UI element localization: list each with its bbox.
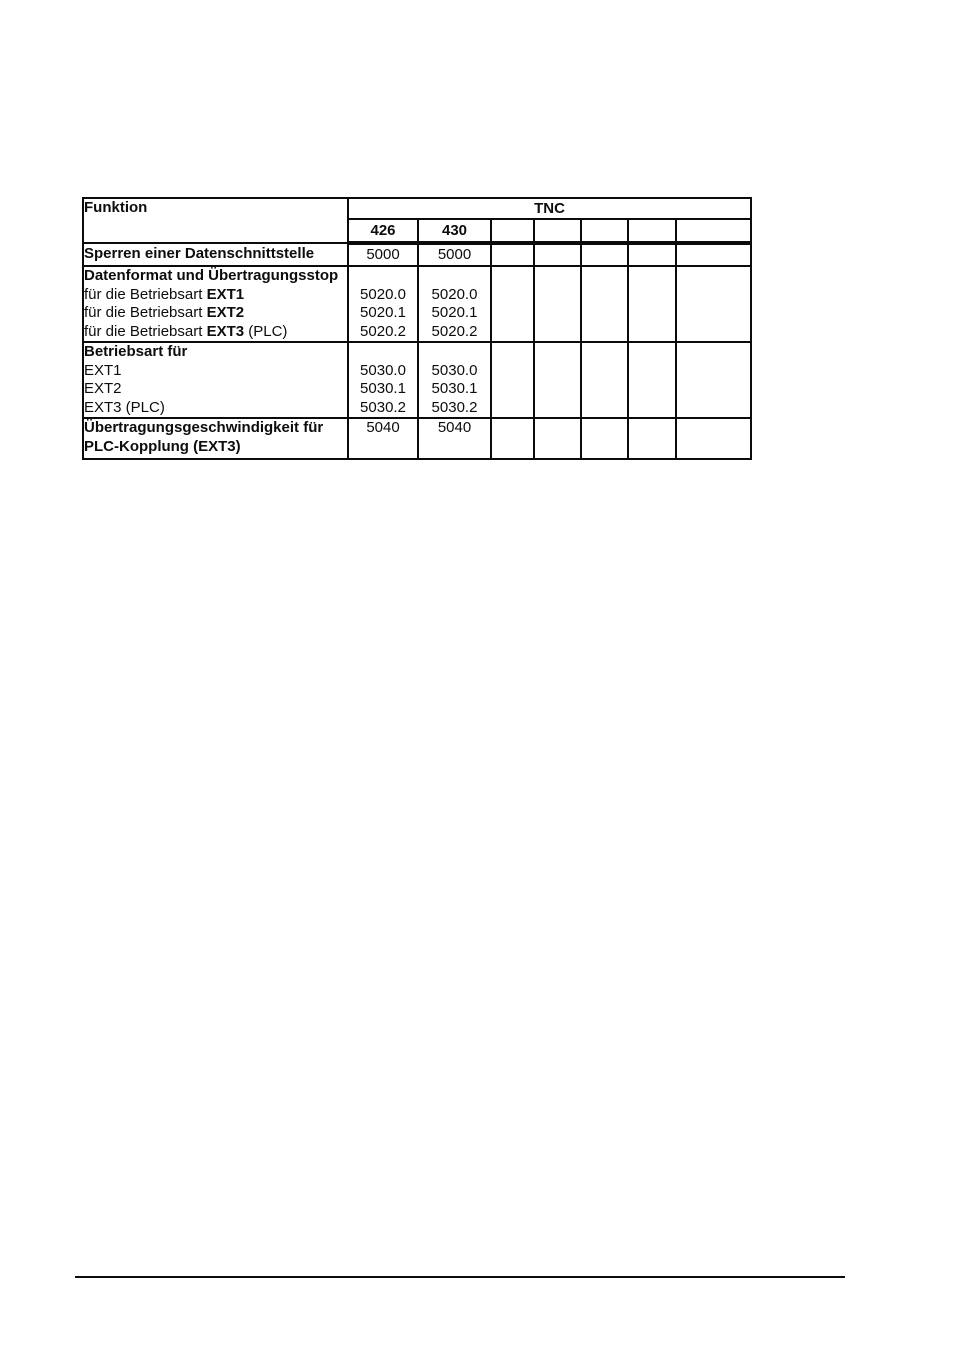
- empty-cell: [628, 243, 676, 266]
- empty-cell: [534, 243, 581, 266]
- header-tnc: TNC: [348, 198, 751, 219]
- empty-cell: [581, 266, 628, 342]
- cell-value-430: 5000: [418, 243, 491, 266]
- header-empty-cell: [491, 219, 534, 243]
- row-label-line: EXT3 (PLC): [84, 398, 165, 416]
- cell-value-426: 5000: [348, 243, 418, 266]
- header-empty-cell: [581, 219, 628, 243]
- header-funktion: Funktion: [83, 198, 348, 243]
- header-empty-cell: [534, 219, 581, 243]
- row-label-line: für die Betriebsart EXT1: [84, 285, 245, 303]
- empty-cell: [628, 418, 676, 459]
- row-label: [83, 266, 348, 342]
- empty-cell: [676, 243, 751, 266]
- row-label: [83, 342, 348, 418]
- row-label-line: Betriebsart für: [84, 343, 188, 360]
- table-row: [83, 243, 751, 266]
- empty-cell: [676, 418, 751, 459]
- empty-cell: [676, 342, 751, 418]
- empty-cell: [581, 243, 628, 266]
- row-label: [83, 418, 348, 459]
- header-model-426: 426: [348, 219, 418, 243]
- cell-value-426: 5040: [348, 418, 418, 459]
- header-model-430: 430: [418, 219, 491, 243]
- empty-cell: [534, 266, 581, 342]
- header-empty-cell: [628, 219, 676, 243]
- row-label-line: PLC-Kopplung (EXT3): [84, 437, 241, 455]
- footer-divider-line: [75, 1276, 845, 1278]
- cell-value-430: 5040: [418, 418, 491, 459]
- table-row: [83, 266, 751, 342]
- table-row: [83, 418, 751, 459]
- row-label-line: EXT1: [84, 361, 122, 379]
- empty-cell: [628, 266, 676, 342]
- empty-cell: [491, 342, 534, 418]
- cell-value-426: 5030.0 5030.1 5030.2: [348, 342, 418, 418]
- empty-cell: [534, 418, 581, 459]
- empty-cell: [534, 342, 581, 418]
- row-label: [83, 243, 348, 266]
- empty-cell: [676, 266, 751, 342]
- machine-parameter-table: [82, 197, 752, 460]
- row-label-line: EXT2: [84, 380, 122, 397]
- row-label-line: Datenformat und Übertragungsstop: [84, 267, 339, 284]
- row-label-line: für die Betriebsart EXT2: [84, 304, 245, 321]
- cell-value-426: 5020.0 5020.1 5020.2: [348, 266, 418, 342]
- empty-cell: [581, 342, 628, 418]
- row-label-line: für die Betriebsart EXT3 (PLC): [84, 322, 288, 340]
- row-label-line: Übertragungsgeschwindigkeit für: [84, 419, 324, 436]
- cell-value-430: 5020.0 5020.1 5020.2: [418, 266, 491, 342]
- table-header-row-1: [83, 198, 751, 219]
- empty-cell: [491, 243, 534, 266]
- empty-cell: [491, 266, 534, 342]
- cell-value-430: 5030.0 5030.1 5030.2: [418, 342, 491, 418]
- row-label-line: Sperren einer Datenschnittstelle: [84, 245, 315, 263]
- empty-cell: [628, 342, 676, 418]
- table-row: [83, 342, 751, 418]
- header-empty-cell: [676, 219, 751, 243]
- empty-cell: [581, 418, 628, 459]
- empty-cell: [491, 418, 534, 459]
